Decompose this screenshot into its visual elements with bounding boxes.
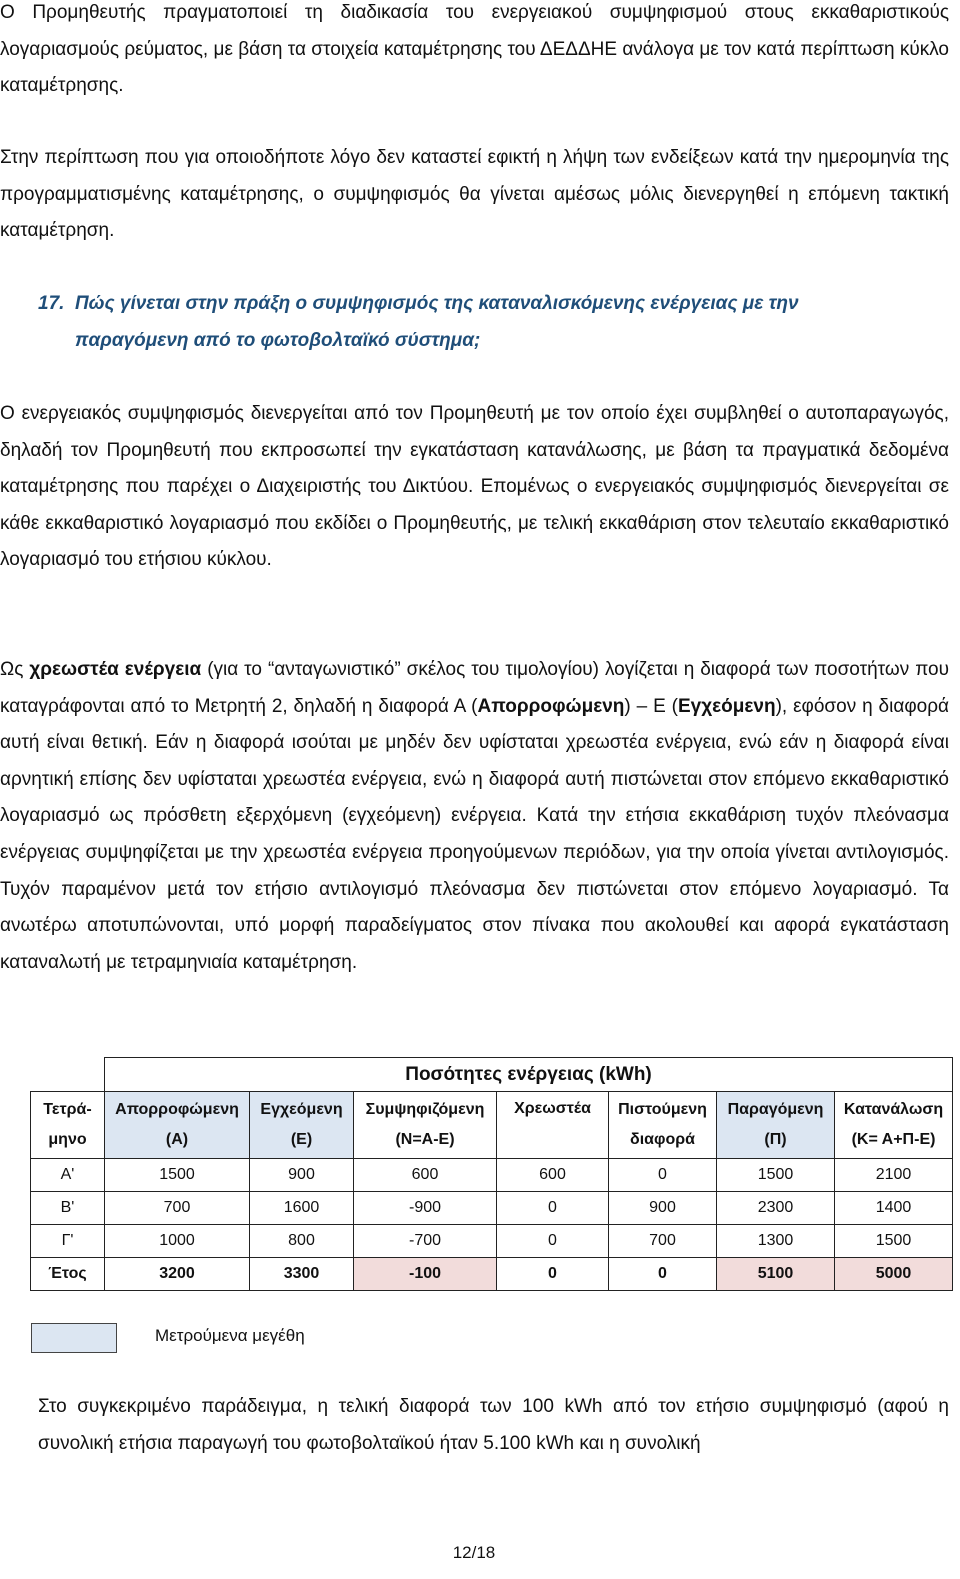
cell-offset: -700	[354, 1225, 497, 1258]
billing-text-2: (για το “ανταγωνιστικό” σκέλος του τιμολογίου) λογίζεται η διαφορά των ποσοτήτων που καταγράφονται από το Μετρητή 2, δηλαδή η διαφορά Α (	[0, 659, 950, 717]
table-row	[31, 1159, 953, 1192]
legend-swatch	[31, 1323, 117, 1353]
cell-period: Β'	[31, 1192, 105, 1225]
second-paragraph: Στην περίπτωση που για οποιοδήποτε λόγο δεν καταστεί εφικτή η λήψη των ενδείξεων κατά την ημερομηνία της προγραμματισμένης καταμέτρησης, ο συμψηφισμός θα γίνεται αμέσως μόλις διενεργηθεί η επόμενη τακτική καταμέτρηση.	[0, 147, 949, 242]
header-period: Τετρά- μηνο	[31, 1092, 105, 1159]
cell-credited: 0	[609, 1159, 717, 1192]
billing-bold-injected: Εγχεόμενη	[677, 695, 776, 717]
cell-injected: 3300	[250, 1258, 354, 1291]
cell-absorbed: 700	[105, 1192, 250, 1225]
cell-injected: 800	[250, 1225, 354, 1258]
heading-line1: Πώς γίνεται στην πράξη ο συμψηφισμός της καταναλισκόμενης ενέργειας με την	[75, 293, 799, 314]
billing-text-3: ) – Ε (	[624, 695, 678, 717]
cell-credited: 700	[609, 1225, 717, 1258]
cell-chargeable: 600	[497, 1159, 609, 1192]
billing-bold-chargeable: χρεωστέα ενέργεια	[29, 659, 202, 680]
cell-absorbed: 1500	[105, 1159, 250, 1192]
cell-produced: 2300	[717, 1192, 835, 1225]
billing-text-4: ), εφόσον η διαφορά αυτή είναι θετική. Εάν η διαφορά ισούται με μηδέν δεν υφίσταται χρεωστέα ενέργεια, ενώ εάν η διαφορά είναι αρνητική επίσης δεν υφίσταται χρεωστέα ενέργεια, ενώ η διαφορά αυτή πιστώνεται στον επόμενο εκκαθαριστικό λογαριασμό ως πρόσθετη εξερχόμενη (εγχεόμενη) ενέργεια. Κατά την ετήσια εκκαθάριση τυχόν πλεόνασμα ενέργειας συμψηφίζεται με την χρεωστέα ενέργεια προηγούμενων περιόδων, για την οποία γίνεται αντιλογισμός. Τυχόν παραμένον μετά τον ετήσιο αντιλογισμό πλεόνασμα δεν πιστώνεται στον επόμενο λογαριασμό. Τα ανωτέρω αποτυπώνονται, υπό μορφή παραδείγματος στον πίνακα που ακολουθεί και αφορά εγκατάσταση καταναλωτή με τετραμηνιαία καταμέτρηση.	[0, 695, 950, 973]
cell-period: Γ'	[31, 1225, 105, 1258]
cell-consumption: 5000	[835, 1258, 953, 1291]
header-absorbed: Απορροφώμενη (Α)	[105, 1092, 250, 1159]
header-produced: Παραγόμενη (Π)	[717, 1092, 835, 1159]
cell-injected: 1600	[250, 1192, 354, 1225]
legend-label: Μετρούμενα μεγέθη	[155, 1326, 305, 1345]
cell-produced: 5100	[717, 1258, 835, 1291]
cell-absorbed: 3200	[105, 1258, 250, 1291]
billing-paragraph	[0, 652, 949, 981]
cell-consumption: 1400	[835, 1192, 953, 1225]
heading-line2: παραγόμενη από το φωτοβολταϊκό σύστημα;	[75, 329, 481, 351]
cell-produced: 1300	[717, 1225, 835, 1258]
table-total-row	[31, 1258, 953, 1291]
table-row	[31, 1192, 953, 1225]
header-offset: Συμψηφιζόμενη (Ν=Α-Ε)	[354, 1092, 497, 1159]
cell-offset: -100	[354, 1258, 497, 1291]
cell-chargeable: 0	[497, 1258, 609, 1291]
cell-offset: -900	[354, 1192, 497, 1225]
header-consumption: Κατανάλωση (Κ= Α+Π-Ε)	[835, 1092, 953, 1159]
cell-consumption: 1500	[835, 1225, 953, 1258]
example-paragraph: Στο συγκεκριμένο παράδειγμα, η τελική διαφορά των 100 kWh από τον ετήσιο συμψηφισμό (αφού η συνολική ετήσια παραγωγή του φωτοβολταϊκού ήταν 5.100 kWh και η συνολική	[38, 1396, 949, 1454]
cell-chargeable: 0	[497, 1225, 609, 1258]
answer-paragraph: Ο ενεργειακός συμψηφισμός διενεργείται από τον Προμηθευτή με τον οποίο έχει συμβληθεί ο αυτοπαραγωγός, δηλαδή τον Προμηθευτή που εκπροσωπεί την εγκατάσταση κατανάλωσης, με βάση τα πραγματικά δεδομένα καταμέτρησης που παρέχει ο Διαχειριστής του Δικτύου. Επομένως ο ενεργειακός συμψηφισμός διενεργείται σε κάθε εκκαθαριστικό λογαριασμό που εκδίδει ο Προμηθευτής, με τελική εκκαθάριση στον τελευταίο εκκαθαριστικό λογαριασμό του ετήσιου κύκλου.	[0, 403, 949, 571]
energy-table	[30, 1057, 953, 1291]
header-injected: Εγχεόμενη (Ε)	[250, 1092, 354, 1159]
intro-paragraph: Ο Προμηθευτής πραγματοποιεί τη διαδικασία του ενεργειακού συμψηφισμού στους εκκαθαριστικούς λογαριασμούς ρεύματος, με βάση τα στοιχεία καταμέτρησης του ΔΕΔΔΗΕ ανάλογα με τον κατά περίπτωση κύκλο καταμέτρησης.	[0, 2, 949, 97]
cell-injected: 900	[250, 1159, 354, 1192]
table-row	[31, 1225, 953, 1258]
table-header-row	[31, 1092, 953, 1159]
cell-credited: 0	[609, 1258, 717, 1291]
table-corner	[31, 1058, 105, 1092]
cell-produced: 1500	[717, 1159, 835, 1192]
cell-chargeable: 0	[497, 1192, 609, 1225]
table-title: Ποσότητες ενέργειας (kWh)	[105, 1058, 953, 1092]
cell-period: Έτος	[31, 1258, 105, 1291]
heading-number: 17.	[38, 293, 65, 314]
billing-bold-absorbed: Απορροφώμενη	[477, 695, 625, 717]
cell-offset: 600	[354, 1159, 497, 1192]
cell-credited: 900	[609, 1192, 717, 1225]
cell-absorbed: 1000	[105, 1225, 250, 1258]
cell-period: Α'	[31, 1159, 105, 1192]
page-number: 12/18	[452, 1543, 496, 1562]
header-credited: Πιστούμενη διαφορά	[609, 1092, 717, 1159]
cell-consumption: 2100	[835, 1159, 953, 1192]
question-heading	[38, 286, 949, 359]
billing-text-1: Ως	[0, 659, 30, 680]
header-chargeable: Χρεωστέα	[497, 1092, 609, 1159]
